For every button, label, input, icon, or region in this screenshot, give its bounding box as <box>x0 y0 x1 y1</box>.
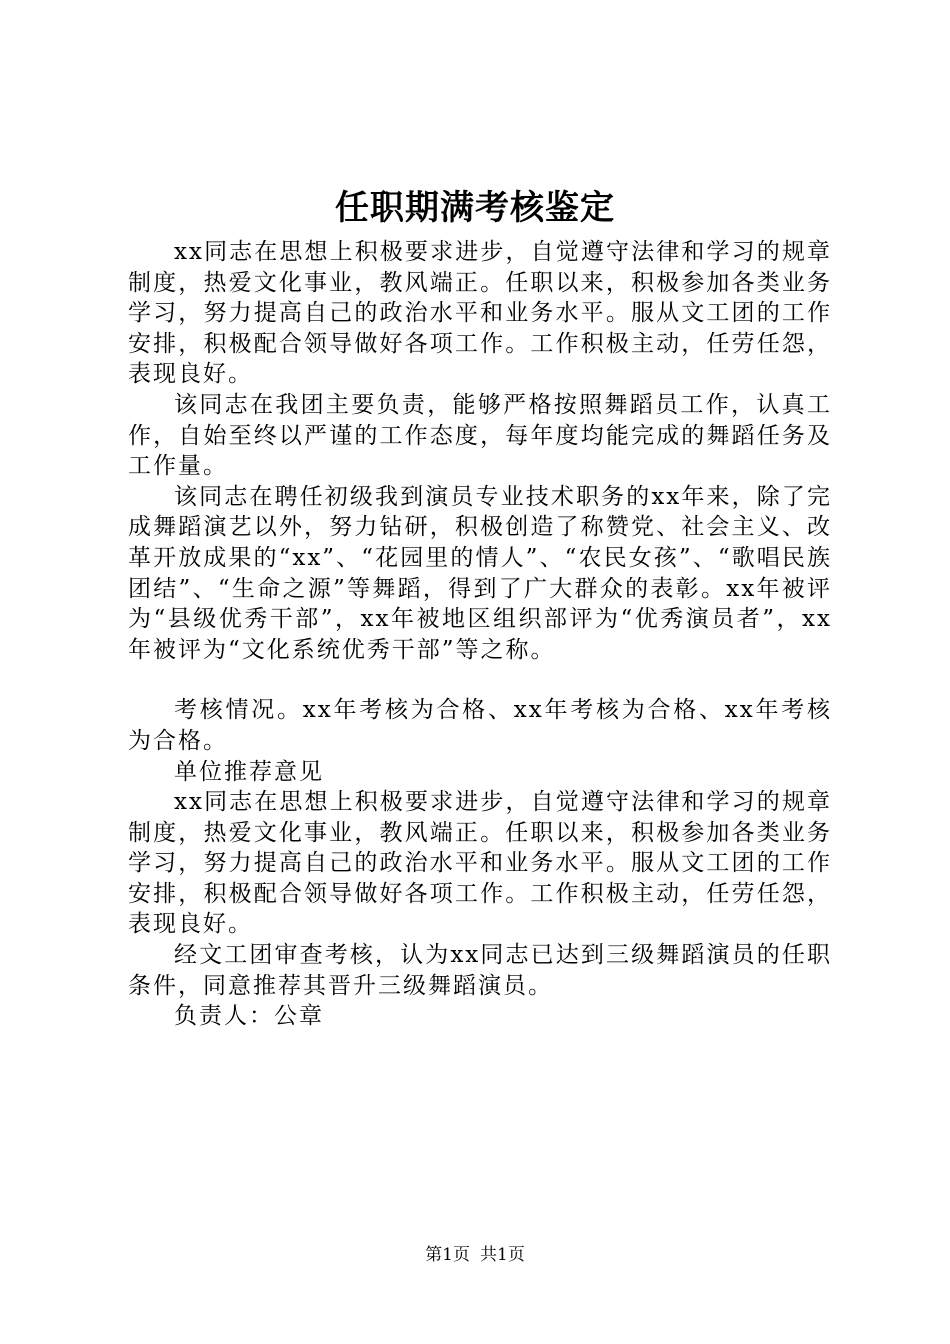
paragraph-assessment: 考核情况。xx年考核为合格、xx年考核为合格、xx年考核为合格。 <box>128 697 832 754</box>
document-body <box>128 237 832 1032</box>
page-footer <box>0 1244 950 1266</box>
paragraph-conclusion: 经文工团审查考核，认为xx同志已达到三级舞蹈演员的任职条件，同意推荐其晋升三级舞蹈演员。 <box>128 942 832 999</box>
signature-line: 负责人：公章 <box>174 1003 324 1030</box>
page-total: 共1页 <box>480 1245 525 1265</box>
paragraph-responsibility: 该同志在我团主要负责，能够严格按照舞蹈员工作，认真工作，自始至终以严谨的工作态度，每年度均能完成的舞蹈任务及工作量。 <box>128 391 832 480</box>
page-number: 第1页 <box>425 1245 470 1265</box>
section-heading-recommendation: 单位推荐意见 <box>174 758 324 785</box>
paragraph-evaluation: xx同志在思想上积极要求进步，自觉遵守法律和学习的规章制度，热爱文化事业，教风端正。任职以来，积极参加各类业务学习，努力提高自己的政治水平和业务水平。服从文工团的工作安排，积极配合领导做好各项工作。工作积极主动，任劳任怨，表现良好。 <box>128 239 832 388</box>
document-title: 任职期满考核鉴定 <box>335 188 615 228</box>
paragraph-achievements: 该同志在聘任初级我到演员专业技术职务的xx年来，除了完成舞蹈演艺以外，努力钻研，积极创造了称赞党、社会主义、改革开放成果的“xx”、“花园里的情人”、“农民女孩”、“歌唱民族团结”、“生命之源”等舞蹈，得到了广大群众的表彰。xx年被评为“县级优秀干部”，xx年被地区组织部评为“优秀演员者”，xx年被评为“文化系统优秀干部”等之称。 <box>128 483 832 663</box>
paragraph-recommendation: xx同志在思想上积极要求进步，自觉遵守法律和学习的规章制度，热爱文化事业，教风端正。任职以来，积极参加各类业务学习，努力提高自己的政治水平和业务水平。服从文工团的工作安排，积极配合领导做好各项工作。工作积极主动，任劳任怨，表现良好。 <box>128 789 832 938</box>
